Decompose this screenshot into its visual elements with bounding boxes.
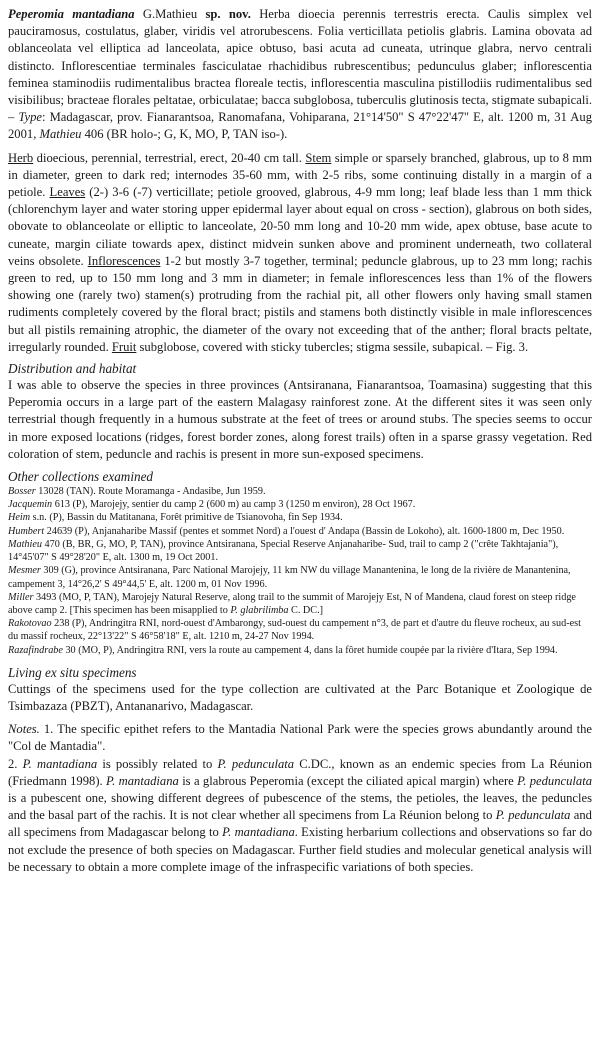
protologue-paragraph [8, 6, 592, 144]
stem-label: Stem [305, 150, 332, 165]
collector-name: Miller [8, 591, 34, 603]
note-2-text: is possibly related to [97, 756, 218, 771]
collection-item [8, 498, 592, 511]
species-ref: P. pedunculata [217, 756, 295, 771]
living-text: Cuttings of the specimens used for the type collection are cultivated at the Parc Botanique et Zoologique de Tsimbazaza (PBZT), Antananarivo, Madagascar. [8, 681, 592, 713]
collection-details: 24639 (P), Anjanaharibe Massif (pentes et sommet Nord) a l'ouest d' Andapa (Bassin de Lokoho), alt. 1600-1800 m, Dec 1950. [44, 525, 565, 537]
fruit-label: Fruit [111, 339, 137, 354]
collection-details: 309 (G), province Antsiranana, Parc National Marojejy, 11 km NW du village Manantenina, le long de la rivière de Manantenina, campement 3, 14°26,2' S 49°44,5' E, alt. 1200 m, 01 Nov 1996. [8, 565, 571, 590]
note-2-number: 2. [8, 756, 23, 771]
collection-details: 613 (P), Marojejy, sentier du camp 2 (600 m) au camp 3 (1250 m environ), 28 Oct 1967. [52, 499, 416, 511]
collections-list [8, 485, 592, 657]
collection-item [8, 538, 592, 564]
species-ref: P. mantadiana [22, 756, 98, 771]
collection-details: 3493 (MO, P, TAN), Marojejy Natural Reserve, along trail to the summit of Marojejy Est, N of Mandena, claud forest on steep ridge above camp 2. [This specimen has been misapplied to [8, 591, 576, 616]
note-2-text: is a pubescent one, showing different degrees of pubescence of the stems, the petioles, the leaves, the peduncles and the basal part of the rachis. It is not clear whether all specimens from La Réunion belong to [8, 790, 592, 823]
collection-item [8, 511, 592, 524]
misapplied-name: P. glabrilimba [230, 604, 289, 616]
species-ref: P. mantadiana [222, 825, 295, 840]
note-2-text: C.DC., known as an endemic species from La Réunion (Friedmann 1998). [8, 756, 593, 788]
species-ref: P. pedunculata [517, 773, 592, 788]
inflorescences-label: Inflorescences [87, 253, 161, 268]
collection-details: 13028 (TAN). Route Moramanga - Andasibe, Jun 1959. [35, 486, 266, 498]
type-locality: : Madagascar, prov. Fianarantsoa, Ranomafana, Vohiparana, 21°14'50" S 47°22'47" E, alt. 1200 m, 31 Aug 2001, [8, 110, 592, 142]
collection-item [8, 564, 592, 590]
species-author: G.Mathieu [134, 7, 206, 21]
note-2-text: . Existing herbarium collections and observations so far do not exclude the presence of both species on Madagascar. Further field studies and molecular genetical analysis will be necessary to obtain a more complete image of the infraspecific variations of both species. [8, 825, 592, 874]
species-status: sp. nov. [205, 7, 251, 21]
notes-paragraph-2 [8, 756, 592, 876]
type-specimen: 406 (BR holo-; G, K, MO, P, TAN iso-). [81, 127, 288, 142]
leaves-text: (2-) 3-6 (-7) verticillate; petiole grooved, glabrous, 4-9 mm long; leaf blade less than 1 mm thick (chlorenchym layer and water storing upper epidermal layer about equal on cross - section), glabrous on both sides, obovate to oblanceolate or elliptic to lanceolate, 20-50 mm long and 10-20 mm wide, apex obtuse, base acute to cuneate, margin ciliate towards apex, distinct midvein sunken above and prominent underneath, two collateral veins obsolete. [8, 185, 593, 268]
collection-details: 238 (P), Andringitra RNI, nord-ouest d'Ambarongy, sud-ouest du campement n°3, de part et d'autre du fleuve rocheux, au sud-est du massif rocheux, 22°13'22" S 46°58'18" E, alt. 1210 m, 24-27 Nov 1994. [8, 618, 581, 643]
type-collector: Mathieu [39, 127, 82, 142]
species-ref: P. pedunculata [495, 808, 571, 823]
leaves-label: Leaves [49, 185, 86, 200]
note-2-text: and all specimens from Madagascar belong to [8, 808, 592, 840]
collection-item [8, 591, 592, 617]
inflorescences-text: 1-2 but mostly 3-7 together, terminal; peduncle glabrous, up to 23 mm long; rachis green to red, up to 150 mm long and 3 mm in diameter; in female inflorescences less than 1% of the flowers showing one (rarely two) stamen(s) protruding from the rachial pit, all other flowers only having small stamen rudiments completely covered by the floral bract; pistils and stamens both distinctly visible in male inflorescences but all pistils remaining atrophic, the diameter of the ovary not exceeding that of the anther; floral bracts peltate, irregularly rounded. [8, 253, 592, 354]
species-name: Peperomia mantadiana [8, 7, 135, 21]
herb-text: dioecious, perennial, terrestrial, erect, 20-40 cm tall. [33, 150, 306, 165]
collection-details: 470 (B, BR, G, MO, P, TAN), province Antsiranana, Special Reserve Anjanaharibe- Sud, trail to camp 2 ("crête Takhtajania"), 14°45'07" S 49°28'20" E, alt. 1300 m, 19 Oct 2001. [8, 538, 559, 564]
collector-name: Mesmer [8, 565, 41, 577]
collection-item [8, 644, 592, 657]
herb-label: Herb [8, 150, 34, 165]
fruit-text: subglobose, covered with sticky tubercles; stigma sessile, subapical. – Fig. 3. [136, 339, 529, 354]
type-label: Type [18, 110, 42, 125]
collector-name: Bosser [8, 486, 36, 498]
species-ref: P. mantadiana [106, 773, 179, 788]
stem-text: simple or sparsely branched, glabrous, up to 8 mm in diameter, green to dark red; internodes 35-60 mm, with 2-5 ribs, some continuing distally in a margin of a petiole. [8, 150, 592, 200]
distribution-heading: Distribution and habitat [8, 361, 137, 377]
notes-paragraph-1 [8, 721, 592, 755]
misapplied-author: C. DC.] [288, 604, 324, 616]
collector-name: Rakotovao [8, 618, 52, 630]
collection-item [8, 525, 592, 538]
note-1-text: 1. The specific epithet refers to the Mantadia National Park were the species grows abundantly around the "Col de Mantadia". [8, 722, 592, 754]
collections-heading: Other collections examined [8, 469, 154, 485]
living-heading: Living ex situ specimens [8, 664, 137, 680]
collector-name: Heim [8, 512, 31, 524]
collection-item [8, 485, 592, 498]
collector-name: Jacquemin [8, 499, 53, 511]
notes-label: Notes. [8, 722, 40, 737]
page-content [8, 6, 592, 876]
distribution-text: I was able to observe the species in three provinces (Antsiranana, Fianarantsoa, Toamasina) suggesting that this Peperomia occurs in a large part of the eastern Malagasy rainforest zone. At the different sites it was seen only terrestrial though frequently in a humous substrate at the feet of trees or around stubs. The species seems to occur in more exposed locations (ridges, forest border zones, along forest trails) often in a sparse grassy vegetation. Red coloration of stem, peduncle and rachis is present in more sun-exposed specimens. [8, 378, 592, 461]
collector-name: Humbert [8, 525, 45, 537]
collector-name: Mathieu [8, 538, 42, 550]
note-2-text: is a glabrous Peperomia (except the ciliated apical margin) where [178, 773, 518, 788]
collection-details: 30 (MO, P), Andringitra RNI, vers la route au campement 4, dans la fôret humide coupée par la rivière d'Itara, Sep 1994. [62, 644, 558, 656]
collector-name: Razafindrabe [8, 644, 63, 656]
collection-item [8, 617, 592, 643]
latin-diagnosis: Herba dioecia perennis terrestris erecta. Caulis simplex vel pauciramosus, costulatus, glaber, viridis vel atrorubescens. Folia verticillata petiolis glabris. Lamina obovata ad oblanceolata vel elliptica ad lanceolata, apice obtuso, basi acuta ad cuneata, utrinque glabra, nervo centrali distincto. Inflorescentiae terminales fasciculatae rhachidibus rubrescentibus; pedunculus glaber; inflorescentia feminea staminodiis rudimentalibus bractea floreale tectis, inflorescentia masculina pistillodiis rudimentalibus sed visibilibus; bracteae florales peltatae, orbiculatae; bacca subglobosa, tuberculis glutinosis tecta, stigmate subapicali. – [8, 7, 592, 125]
description-paragraph [8, 150, 592, 356]
collection-details: s.n. (P), Bassin du Matitanana, Forêt primitive de Tsianovoha, fin Sep 1934. [30, 512, 343, 524]
